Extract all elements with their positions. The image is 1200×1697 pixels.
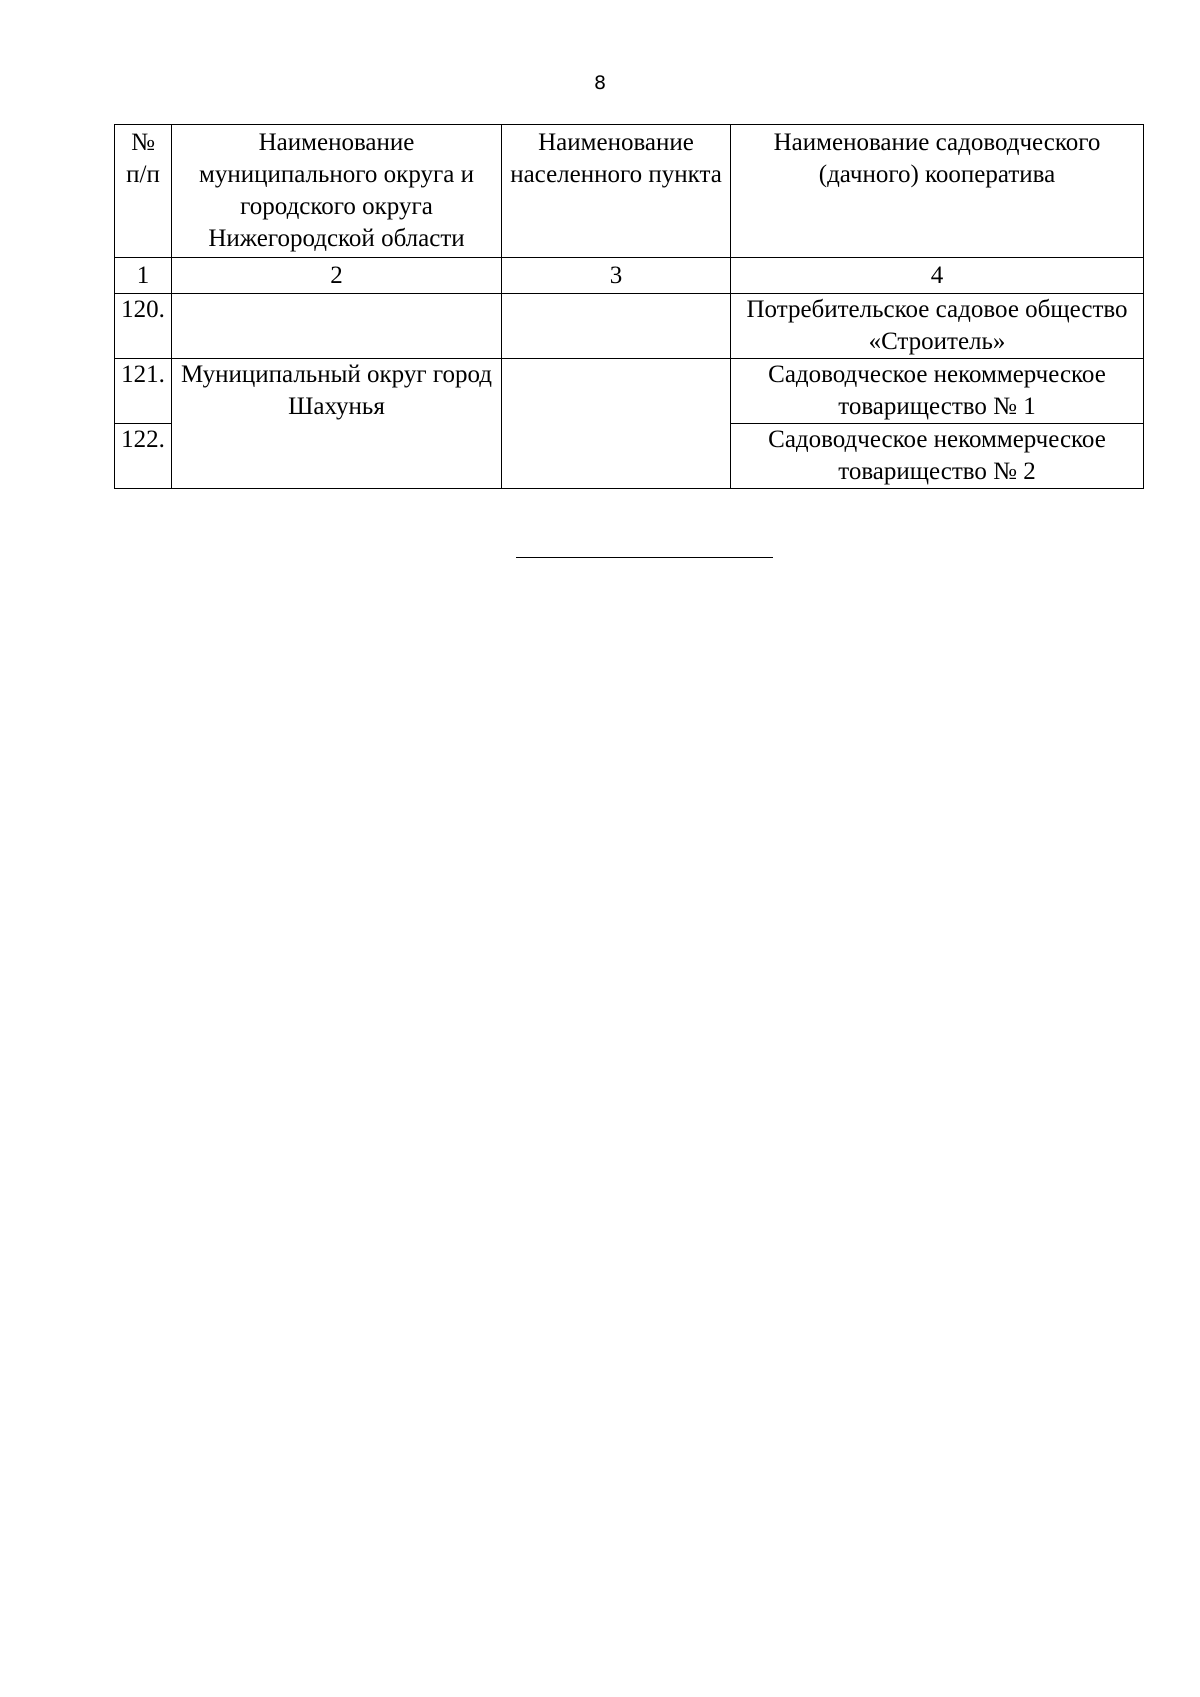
column-index: 1 <box>115 258 172 294</box>
column-index: 4 <box>731 258 1144 294</box>
column-index-row <box>115 258 1144 294</box>
district-cell: Муниципальный округ город Шахунья <box>172 359 502 489</box>
header-locality: Наименование населенного пункта <box>502 125 731 258</box>
header-cooperative: Наименование садоводческого (дачного) кооператива <box>731 125 1144 258</box>
header-number: № п/п <box>115 125 172 258</box>
row-number: 122. <box>115 424 172 489</box>
district-cell <box>172 294 502 359</box>
column-index: 3 <box>502 258 731 294</box>
header-district: Наименование муниципального округа и городского округа Нижегородской области <box>172 125 502 258</box>
cooperative-cell: Садоводческое некоммерческое товарищество № 1 <box>731 359 1144 424</box>
end-separator-line <box>516 557 773 558</box>
cooperative-cell: Садоводческое некоммерческое товарищество № 2 <box>731 424 1144 489</box>
table-row <box>115 294 1144 359</box>
table-row <box>115 359 1144 424</box>
page-number: 8 <box>593 72 607 94</box>
table-header-row <box>115 125 1144 258</box>
column-index: 2 <box>172 258 502 294</box>
locality-cell <box>502 359 731 489</box>
locality-cell <box>502 294 731 359</box>
row-number: 120. <box>115 294 172 359</box>
cooperatives-table <box>114 124 1144 489</box>
cooperative-cell: Потребительское садовое общество «Строитель» <box>731 294 1144 359</box>
row-number: 121. <box>115 359 172 424</box>
